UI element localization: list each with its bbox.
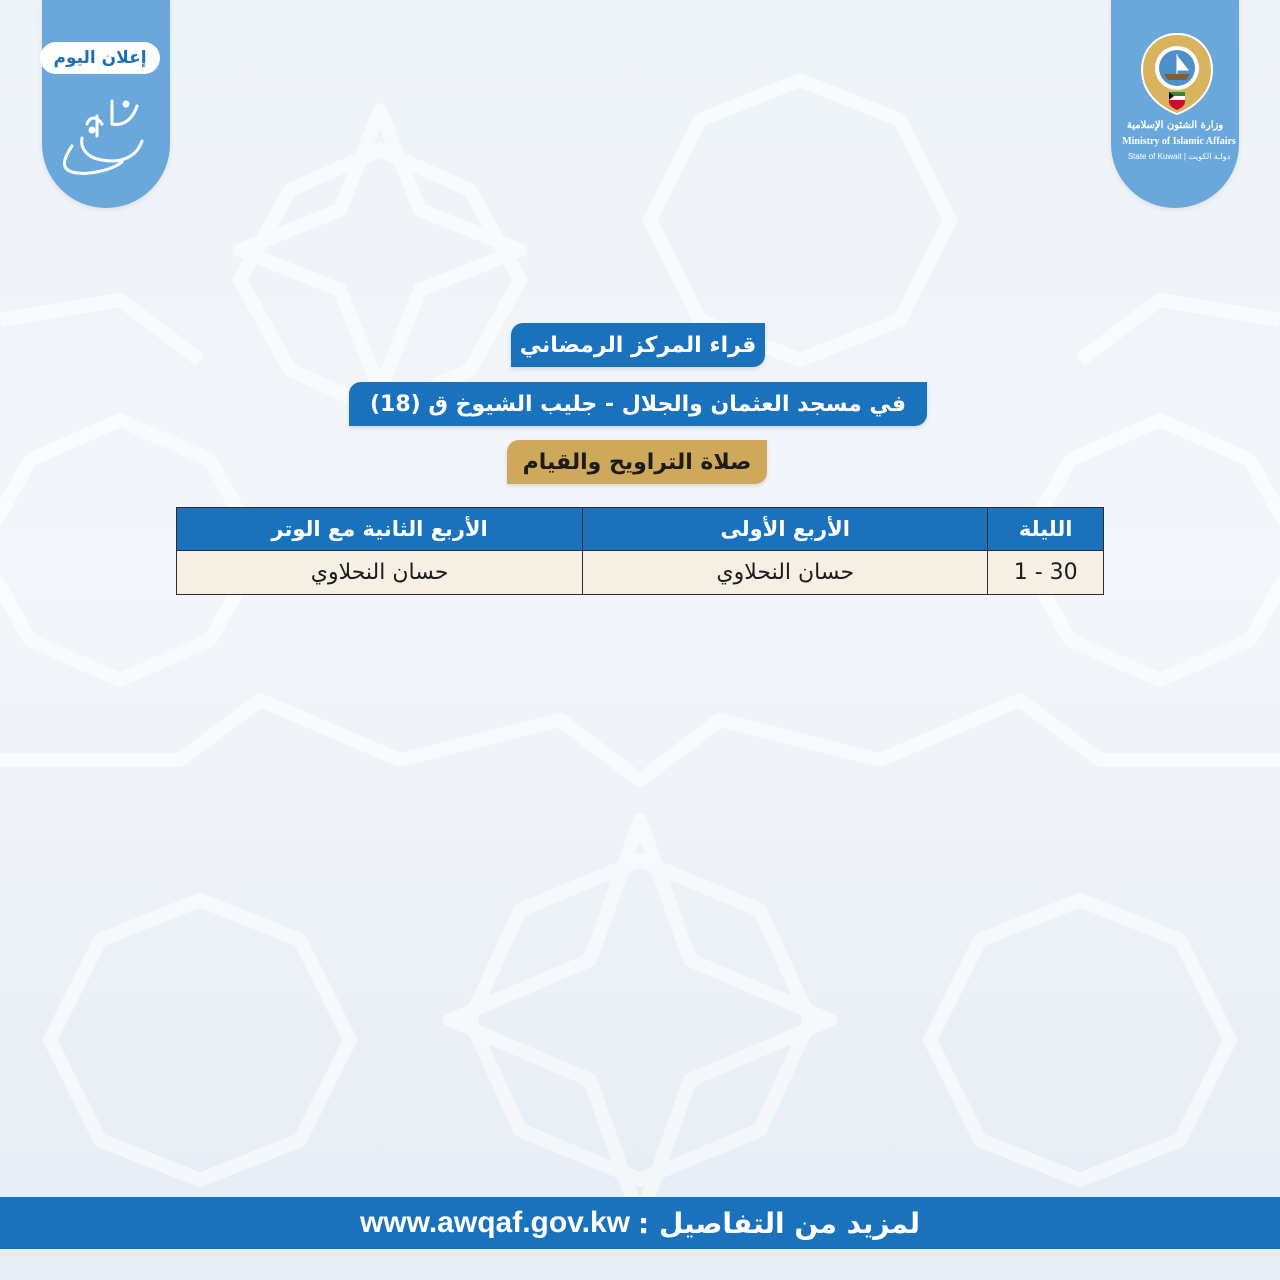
table-header-row (177, 508, 1104, 551)
today-announcement-badge: إعلان اليوم (40, 42, 160, 74)
state-english: State of Kuwait (1127, 152, 1182, 161)
state-separator: | (1183, 152, 1189, 161)
prayer-title: صلاة التراويح والقيام (507, 440, 767, 484)
ministry-name-arabic: وزارة الشئون الإسلامية (1126, 120, 1224, 131)
header-night: الليلة (988, 508, 1104, 551)
mosque-title: في مسجد العثمان والجلال - جليب الشيوخ ق (18) (349, 382, 927, 426)
state-line (1111, 152, 1247, 161)
footer-bar (0, 1197, 1280, 1249)
cell-first-reader: حسان النحلاوي (583, 551, 988, 595)
ministry-name-english: Ministry of Islamic Affairs (1122, 136, 1236, 147)
header-first-four: الأربع الأولى (583, 508, 988, 551)
readers-schedule-table (176, 507, 1104, 595)
cell-second-reader: حسان النحلاوي (177, 551, 583, 595)
table-row (177, 551, 1104, 595)
kuwait-emblem-icon (1136, 30, 1218, 118)
cell-night-range: 1 - 30 (988, 551, 1104, 595)
header-second-four-witr: الأربع الثانية مع الوتر (177, 508, 583, 551)
state-arabic: دولـة الكويت (1188, 152, 1231, 161)
ramadan-calligraphy-logo (42, 86, 170, 186)
website-link[interactable]: www.awqaf.gov.kw (359, 1206, 630, 1239)
footer-label: لمزيد من التفاصيل : (638, 1206, 921, 1240)
center-readers-title: قراء المركز الرمضاني (511, 323, 765, 367)
